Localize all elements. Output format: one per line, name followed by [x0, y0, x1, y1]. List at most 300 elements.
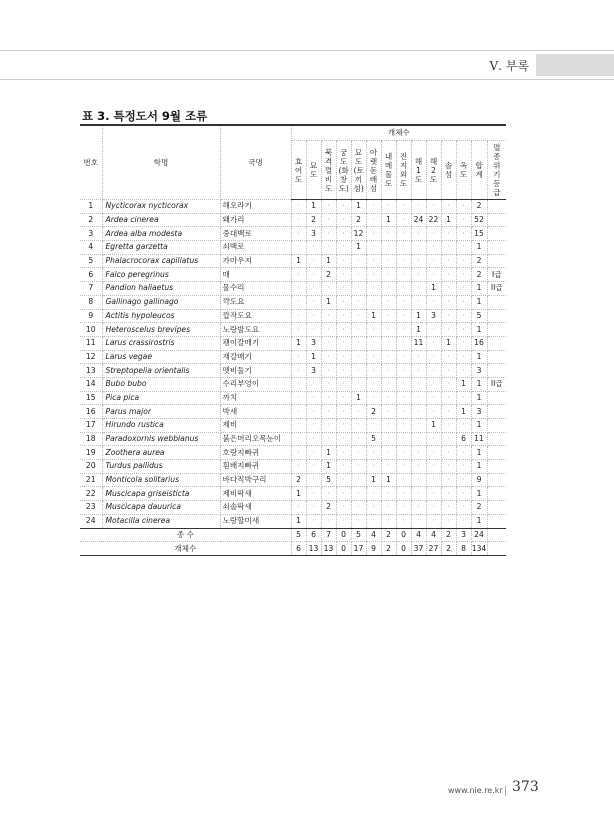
table-row — [80, 391, 506, 405]
count-cell-empty: · — [366, 501, 381, 515]
individual-count-row-label: 개체수 — [80, 542, 291, 556]
count-cell-empty: · — [336, 405, 351, 419]
count-cell-empty: · — [411, 473, 426, 487]
count-cell-empty: · — [426, 501, 441, 515]
count-cell-empty: · — [426, 377, 441, 391]
count-cell-empty: · — [456, 309, 471, 323]
scientific-name-cell: Actitis hypoleucos — [102, 309, 220, 323]
count-cell-empty: · — [441, 391, 456, 405]
row-number: 22 — [80, 487, 102, 501]
count-cell-empty: · — [426, 323, 441, 337]
individual-count-row — [80, 542, 506, 556]
count-cell-empty: · — [456, 473, 471, 487]
status-cell — [487, 241, 506, 255]
count-cell-empty: · — [321, 241, 336, 255]
count-cell-empty: · — [426, 487, 441, 501]
count-cell-empty: · — [411, 282, 426, 296]
col-header-island-1 — [291, 141, 306, 200]
count-cell: 1 — [351, 200, 366, 214]
bird-table-wrapper — [80, 124, 506, 556]
status-cell — [487, 323, 506, 337]
row-number: 2 — [80, 213, 102, 227]
count-cell-empty: · — [351, 268, 366, 282]
count-cell-empty: · — [291, 377, 306, 391]
count-cell-empty: · — [306, 377, 321, 391]
count-cell-empty: · — [456, 487, 471, 501]
status-cell — [487, 446, 506, 460]
table-row — [80, 200, 506, 214]
count-cell-empty: · — [441, 227, 456, 241]
count-cell-empty: · — [351, 473, 366, 487]
korean-name-cell: 꺅도요 — [220, 295, 291, 309]
count-cell-empty: · — [366, 350, 381, 364]
count-cell-empty: · — [426, 200, 441, 214]
col-header-island-12-label: 옥도 — [459, 161, 468, 179]
count-cell-empty: · — [291, 446, 306, 460]
table-row — [80, 309, 506, 323]
count-cell-empty: · — [291, 460, 306, 474]
count-cell-empty: · — [336, 432, 351, 446]
col-header-island-9-label: 해1도 — [414, 156, 423, 184]
count-cell-empty: · — [396, 446, 411, 460]
col-header-korean-name: 국명 — [220, 125, 291, 200]
count-cell-empty: · — [381, 282, 396, 296]
korean-name-cell: 멧비둘기 — [220, 364, 291, 378]
total-cell: 3 — [471, 405, 487, 419]
count-cell-empty: · — [351, 295, 366, 309]
col-header-island-10-label: 해2도 — [429, 156, 438, 184]
row-number: 21 — [80, 473, 102, 487]
status-cell — [487, 487, 506, 501]
count-cell: 1 — [306, 200, 321, 214]
individual-count-row-blank — [487, 542, 506, 556]
count-cell-empty: · — [291, 501, 306, 515]
page-number: 373 — [512, 779, 539, 795]
count-cell-empty: · — [351, 364, 366, 378]
count-cell-empty: · — [381, 364, 396, 378]
table-row — [80, 295, 506, 309]
total-cell: 2 — [471, 501, 487, 515]
row-number: 23 — [80, 501, 102, 515]
count-cell-empty: · — [321, 350, 336, 364]
status-cell: I급 — [487, 268, 506, 282]
korean-name-cell: 괭이갈매기 — [220, 336, 291, 350]
count-cell-empty: · — [426, 241, 441, 255]
count-cell-empty: · — [411, 227, 426, 241]
count-cell-empty: · — [321, 336, 336, 350]
count-cell-empty: · — [381, 377, 396, 391]
individual-count-row-value: 0 — [396, 542, 411, 556]
count-cell: 1 — [441, 213, 456, 227]
count-cell-empty: · — [366, 295, 381, 309]
count-cell-empty: · — [291, 323, 306, 337]
count-cell-empty: · — [306, 432, 321, 446]
korean-name-cell: 까치 — [220, 391, 291, 405]
count-cell: 1 — [381, 473, 396, 487]
count-cell: 1 — [291, 254, 306, 268]
count-cell: 3 — [426, 309, 441, 323]
count-cell-empty: · — [381, 446, 396, 460]
count-cell-empty: · — [291, 295, 306, 309]
col-header-island-10 — [426, 141, 441, 200]
count-cell-empty: · — [336, 282, 351, 296]
count-cell-empty: · — [381, 487, 396, 501]
scientific-name-cell: Egretta garzetta — [102, 241, 220, 255]
total-cell: 2 — [471, 254, 487, 268]
count-cell-empty: · — [426, 460, 441, 474]
total-cell: 16 — [471, 336, 487, 350]
species-count-row-value: 4 — [426, 528, 441, 542]
count-cell-empty: · — [396, 336, 411, 350]
count-cell-empty: · — [441, 432, 456, 446]
count-cell-empty: · — [396, 295, 411, 309]
count-cell: 1 — [366, 309, 381, 323]
col-header-island-2 — [306, 141, 321, 200]
count-cell-empty: · — [366, 419, 381, 433]
count-cell-empty: · — [306, 487, 321, 501]
count-cell-empty: · — [366, 227, 381, 241]
col-header-island-7-label: 내메물도 — [384, 152, 393, 188]
species-count-row-value: 4 — [411, 528, 426, 542]
korean-name-cell: 제비 — [220, 419, 291, 433]
count-cell-empty: · — [441, 501, 456, 515]
count-cell-empty: · — [411, 432, 426, 446]
scientific-name-cell: Turdus pallidus — [102, 460, 220, 474]
count-cell-empty: · — [321, 227, 336, 241]
count-cell-empty: · — [441, 309, 456, 323]
count-cell-empty: · — [426, 336, 441, 350]
count-cell-empty: · — [396, 501, 411, 515]
count-cell-empty: · — [426, 350, 441, 364]
count-cell-empty: · — [291, 213, 306, 227]
species-count-row-value: 6 — [306, 528, 321, 542]
count-cell: 3 — [306, 227, 321, 241]
count-cell-empty: · — [456, 336, 471, 350]
korean-name-cell: 호랑지빠귀 — [220, 446, 291, 460]
count-cell-empty: · — [411, 268, 426, 282]
count-cell: 1 — [321, 460, 336, 474]
count-cell: 1 — [426, 419, 441, 433]
count-cell-empty: · — [456, 213, 471, 227]
count-cell-empty: · — [336, 268, 351, 282]
count-cell-empty: · — [456, 350, 471, 364]
count-cell-empty: · — [291, 405, 306, 419]
count-cell-empty: · — [351, 514, 366, 528]
count-cell-empty: · — [321, 323, 336, 337]
korean-name-cell: 쇠백로 — [220, 241, 291, 255]
count-cell-empty: · — [336, 309, 351, 323]
korean-name-cell: 물수리 — [220, 282, 291, 296]
total-cell: 1 — [471, 323, 487, 337]
row-number: 13 — [80, 364, 102, 378]
count-cell-empty: · — [291, 282, 306, 296]
count-cell-empty: · — [306, 419, 321, 433]
count-cell: 1 — [456, 405, 471, 419]
count-cell-empty: · — [426, 432, 441, 446]
count-cell-empty: · — [396, 391, 411, 405]
count-cell-empty: · — [306, 309, 321, 323]
table-row — [80, 254, 506, 268]
count-cell-empty: · — [381, 227, 396, 241]
count-cell-empty: · — [456, 446, 471, 460]
count-cell: 1 — [291, 487, 306, 501]
count-cell-empty: · — [411, 405, 426, 419]
table-row — [80, 350, 506, 364]
status-cell — [487, 473, 506, 487]
table-row — [80, 473, 506, 487]
status-cell — [487, 200, 506, 214]
count-cell-empty: · — [291, 391, 306, 405]
row-number: 6 — [80, 268, 102, 282]
status-cell — [487, 227, 506, 241]
count-cell-empty: · — [336, 213, 351, 227]
row-number: 1 — [80, 200, 102, 214]
count-cell-empty: · — [306, 391, 321, 405]
count-cell-empty: · — [426, 514, 441, 528]
count-cell-empty: · — [426, 405, 441, 419]
count-cell-empty: · — [336, 460, 351, 474]
col-header-island-11 — [441, 141, 456, 200]
count-cell-empty: · — [396, 419, 411, 433]
row-number: 18 — [80, 432, 102, 446]
count-cell-empty: · — [336, 419, 351, 433]
count-cell-empty: · — [396, 200, 411, 214]
col-header-island-7 — [381, 141, 396, 200]
count-cell-empty: · — [411, 241, 426, 255]
count-cell-empty: · — [441, 241, 456, 255]
count-cell: 5 — [366, 432, 381, 446]
count-cell-empty: · — [336, 377, 351, 391]
col-header-scientific-name: 학명 — [102, 125, 220, 200]
count-cell: 1 — [306, 350, 321, 364]
count-cell-empty: · — [336, 323, 351, 337]
species-count-row-blank — [487, 528, 506, 542]
count-cell-empty: · — [336, 391, 351, 405]
total-cell: 1 — [471, 460, 487, 474]
count-cell: 2 — [366, 405, 381, 419]
count-cell-empty: · — [441, 405, 456, 419]
count-cell-empty: · — [336, 295, 351, 309]
total-cell: 15 — [471, 227, 487, 241]
col-header-island-9 — [411, 141, 426, 200]
status-cell — [487, 213, 506, 227]
count-cell-empty: · — [441, 323, 456, 337]
korean-name-cell: 바다직박구리 — [220, 473, 291, 487]
count-cell-empty: · — [441, 282, 456, 296]
count-cell-empty: · — [366, 241, 381, 255]
count-cell-empty: · — [456, 268, 471, 282]
count-cell-empty: · — [351, 446, 366, 460]
table-row — [80, 268, 506, 282]
count-cell-empty: · — [366, 268, 381, 282]
count-cell-empty: · — [366, 364, 381, 378]
footer-url: www.nie.re.kr — [448, 786, 503, 795]
count-cell-empty: · — [411, 254, 426, 268]
count-cell: 1 — [321, 295, 336, 309]
chapter-header-bar — [0, 50, 614, 80]
count-cell-empty: · — [351, 487, 366, 501]
count-cell-empty: · — [381, 254, 396, 268]
count-cell-empty: · — [381, 323, 396, 337]
count-cell: 1 — [366, 473, 381, 487]
col-header-island-12 — [456, 141, 471, 200]
count-cell-empty: · — [336, 514, 351, 528]
row-number: 12 — [80, 350, 102, 364]
individual-count-row-value: 17 — [351, 542, 366, 556]
count-cell-empty: · — [396, 487, 411, 501]
korean-name-cell: 매 — [220, 268, 291, 282]
bird-count-table — [80, 124, 506, 556]
count-cell-empty: · — [456, 514, 471, 528]
count-cell-empty: · — [321, 364, 336, 378]
count-cell-empty: · — [411, 391, 426, 405]
count-cell: 1 — [321, 254, 336, 268]
count-cell-empty: · — [366, 200, 381, 214]
scientific-name-cell: Pica pica — [102, 391, 220, 405]
count-cell: 6 — [456, 432, 471, 446]
korean-name-cell: 가마우지 — [220, 254, 291, 268]
scientific-name-cell: Ardea alba modesta — [102, 227, 220, 241]
count-cell-empty: · — [441, 350, 456, 364]
count-cell: 1 — [321, 446, 336, 460]
count-cell-empty: · — [456, 501, 471, 515]
count-cell-empty: · — [396, 473, 411, 487]
total-cell: 1 — [471, 419, 487, 433]
table-row — [80, 213, 506, 227]
count-cell-empty: · — [366, 460, 381, 474]
scientific-name-cell: Gallinago gallinago — [102, 295, 220, 309]
status-cell — [487, 295, 506, 309]
count-cell-empty: · — [366, 377, 381, 391]
count-cell-empty: · — [336, 227, 351, 241]
total-cell: 5 — [471, 309, 487, 323]
col-header-total — [471, 141, 487, 200]
individual-count-row-value: 37 — [411, 542, 426, 556]
count-cell-empty: · — [411, 487, 426, 501]
count-cell-empty: · — [456, 241, 471, 255]
scientific-name-cell: Nycticorax nycticorax — [102, 200, 220, 214]
count-cell-empty: · — [441, 473, 456, 487]
chapter-tab-box — [536, 54, 614, 76]
count-cell-empty: · — [336, 446, 351, 460]
count-cell-empty: · — [336, 336, 351, 350]
count-cell-empty: · — [456, 419, 471, 433]
count-cell-empty: · — [321, 309, 336, 323]
count-cell-empty: · — [411, 514, 426, 528]
table-row — [80, 460, 506, 474]
count-cell-empty: · — [456, 323, 471, 337]
count-cell-empty: · — [396, 364, 411, 378]
total-cell: 3 — [471, 364, 487, 378]
korean-name-cell: 제비딱새 — [220, 487, 291, 501]
count-cell-empty: · — [291, 364, 306, 378]
table-row — [80, 227, 506, 241]
row-number: 14 — [80, 377, 102, 391]
count-cell-empty: · — [411, 295, 426, 309]
count-cell-empty: · — [351, 282, 366, 296]
row-number: 5 — [80, 254, 102, 268]
count-cell: 3 — [306, 364, 321, 378]
species-count-row-value: 5 — [291, 528, 306, 542]
individual-count-row-value: 0 — [336, 542, 351, 556]
korean-name-cell: 해오라기 — [220, 200, 291, 214]
count-cell-empty: · — [396, 227, 411, 241]
count-cell-empty: · — [366, 282, 381, 296]
count-cell-empty: · — [426, 446, 441, 460]
row-number: 16 — [80, 405, 102, 419]
scientific-name-cell: Paradoxornis webbianus — [102, 432, 220, 446]
total-cell: 9 — [471, 473, 487, 487]
count-cell-empty: · — [366, 487, 381, 501]
count-cell-empty: · — [441, 446, 456, 460]
count-cell-empty: · — [336, 350, 351, 364]
count-cell-empty: · — [441, 377, 456, 391]
count-cell-empty: · — [441, 460, 456, 474]
status-cell — [487, 391, 506, 405]
row-number: 7 — [80, 282, 102, 296]
scientific-name-cell: Motacilla cinerea — [102, 514, 220, 528]
count-cell: 11 — [411, 336, 426, 350]
status-cell — [487, 460, 506, 474]
table-row — [80, 432, 506, 446]
count-cell: 1 — [411, 309, 426, 323]
count-cell-empty: · — [336, 364, 351, 378]
korean-name-cell: 재갈매기 — [220, 350, 291, 364]
count-cell-empty: · — [366, 254, 381, 268]
count-cell-empty: · — [441, 268, 456, 282]
count-cell-empty: · — [321, 405, 336, 419]
col-header-island-8 — [396, 141, 411, 200]
count-cell-empty: · — [321, 377, 336, 391]
count-cell-empty: · — [351, 432, 366, 446]
col-header-island-1-label: 효어도 — [294, 156, 303, 184]
count-cell-empty: · — [381, 419, 396, 433]
count-cell-empty: · — [426, 268, 441, 282]
individual-count-row-value: 2 — [381, 542, 396, 556]
status-cell — [487, 336, 506, 350]
row-number: 20 — [80, 460, 102, 474]
count-cell-empty: · — [321, 200, 336, 214]
count-cell-empty: · — [426, 227, 441, 241]
status-cell: II급 — [487, 282, 506, 296]
col-header-island-2-label: 묘도 — [309, 161, 318, 179]
count-cell-empty: · — [381, 501, 396, 515]
table-title: 표 3. 특정도서 9월 조류 — [82, 109, 208, 123]
count-cell-empty: · — [381, 309, 396, 323]
count-cell-empty: · — [381, 241, 396, 255]
species-count-row-value: 2 — [381, 528, 396, 542]
count-cell-empty: · — [411, 350, 426, 364]
count-cell-empty: · — [306, 254, 321, 268]
scientific-name-cell: Larus vegae — [102, 350, 220, 364]
count-cell-empty: · — [441, 200, 456, 214]
count-cell-empty: · — [456, 200, 471, 214]
count-cell-empty: · — [396, 405, 411, 419]
count-cell-empty: · — [456, 282, 471, 296]
footer-separator — [505, 786, 506, 796]
scientific-name-cell: Larus crassirostris — [102, 336, 220, 350]
total-cell: 52 — [471, 213, 487, 227]
count-cell-empty: · — [396, 268, 411, 282]
count-cell-empty: · — [336, 254, 351, 268]
individual-count-row-value: 8 — [456, 542, 471, 556]
korean-name-cell: 수리부엉이 — [220, 377, 291, 391]
table-row — [80, 419, 506, 433]
total-cell: 1 — [471, 295, 487, 309]
count-cell-empty: · — [411, 364, 426, 378]
table-row — [80, 241, 506, 255]
count-cell: 1 — [351, 391, 366, 405]
